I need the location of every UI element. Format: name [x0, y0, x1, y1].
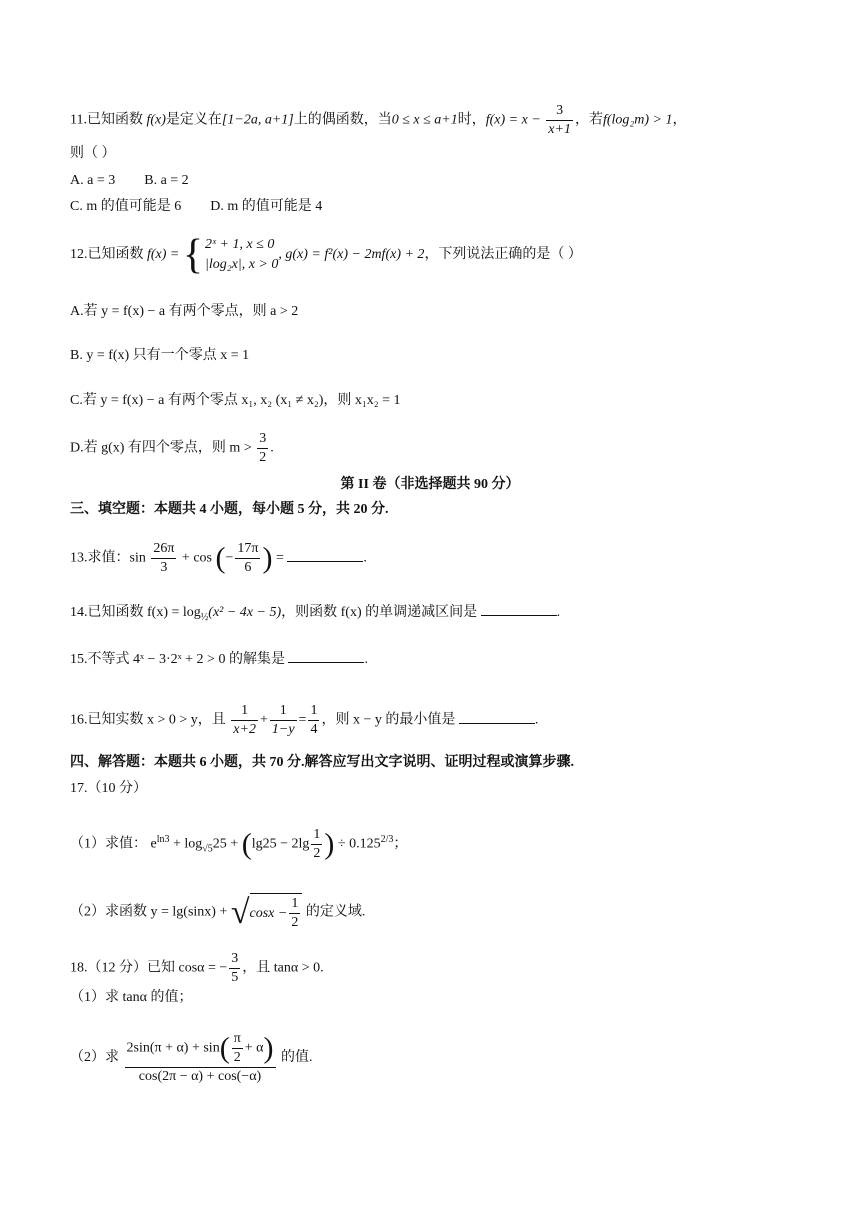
- q11-fx-label: f(x): [146, 112, 166, 128]
- q11-option-b: B. a = 2: [144, 173, 189, 188]
- q11-stem: 11.已知函数 f(x)是定义在[1−2a, a+1]上的偶函数，当0 ≤ x ≤ a+1时，f(x) = x − $\frac{3}{x+1}$ ，若f(log₂m) > 1，: [70, 103, 687, 137]
- section-2-title: 第 II 卷（非选择题共 90 分）: [340, 477, 520, 492]
- q11-number: 11.: [70, 112, 87, 128]
- q11-option-c: C. m 的值可能是 6: [70, 199, 182, 214]
- q18-header: 18.（12 分）已知 cosα = − $\frac{3}{5}$ ，且 tanα > 0.: [70, 951, 324, 985]
- q13: 13.求值：sin $\frac{26\pi}{3}$ + cos (− $\frac{17\pi}{6}$ ) = .: [70, 541, 367, 575]
- q11-then: 则（ ）: [70, 146, 116, 161]
- q11-option-d: D. m 的值可能是 4: [210, 199, 323, 214]
- q12-number: 12.: [70, 247, 88, 263]
- q17-part-1: （1）求值： $e^{ln3} + \log_{√5}25 + (\lg 25 - 2\lg$ $\frac{1}{2}$ ) ÷ $0.125^{2/3}$；: [70, 827, 408, 861]
- q12-gx: , g(x) = f²(x) − 2mf(x) + 2: [278, 247, 425, 263]
- q11-condition: 0 ≤ x ≤ a+1: [391, 112, 458, 128]
- q12-piecewise: { 2ˣ + 1, x ≤ 0 |log₂x|, x > 0: [182, 232, 279, 278]
- q15: 15.不等式 4ˣ − 3·2ˣ + 2 > 0 的解集是 .: [70, 652, 368, 667]
- q15-answer-blank[interactable]: [288, 650, 364, 663]
- part-3-heading: 三、填空题：本题共 4 小题，每小题 5 分，共 20 分.: [70, 502, 389, 517]
- q16-answer-blank[interactable]: [459, 711, 535, 724]
- q11-options-row2: [70, 197, 322, 217]
- q11-fraction: $\frac{3}{x+1}$: [548, 103, 571, 137]
- q18-part-1: （1）求 tanα 的值；: [70, 990, 193, 1005]
- q11-text-4: 时，: [457, 112, 486, 128]
- q12-option-a: A.若 y = f(x) − a 有两个零点，则 a > 2: [70, 304, 299, 319]
- q13-answer-blank[interactable]: [287, 549, 363, 562]
- q11-text-3: 上的偶函数，当: [293, 112, 392, 128]
- q12-stem: 12.已知函数 f(x) = { 2ˣ + 1, x ≤ 0 |log₂x|, x > 0 , g(x) = f²(x) − 2mf(x) + 2，下列说法正确的是（ ）: [70, 232, 582, 278]
- q17-header: 17.（10 分）: [70, 781, 147, 796]
- q11-text-2: 是定义在: [165, 112, 222, 128]
- q12-option-b: B. y = f(x) 只有一个零点 x = 1: [70, 348, 250, 363]
- q12-case-1: 2ˣ + 1, x ≤ 0: [205, 237, 275, 252]
- q11-fx-expr: f(x) = x −: [485, 112, 541, 128]
- part-4-heading: 四、解答题：本题共 6 小题，共 70 分.解答应写出文字说明、证明过程或演算步骤.: [70, 755, 574, 770]
- q11-option-a: A. a = 3: [70, 173, 116, 188]
- q11-text-5: ，若: [574, 112, 603, 128]
- q11-options-row1: [70, 171, 189, 191]
- q11-interval: [1−2a, a+1]: [221, 112, 294, 128]
- q16: 16.已知实数 x > 0 > y，且 $\frac{1}{x+2}$ + $\frac{1}{1-y}$ = $\frac{1}{4}$ ，则 x − y 的最小值是 .: [70, 703, 539, 737]
- q12-option-c: C.若 y = f(x) − a 有两个零点 x₁, x₂ (x₁ ≠ x₂)，则 x₁x₂ = 1: [70, 393, 401, 408]
- q18-part-2: （2）求 2sin(π + α) + sin( $\frac{\pi}{2}$ + α) cos(2π − α) + cos(−α) 的值.: [70, 1031, 313, 1084]
- q12-case-2: |log₂x|, x > 0: [205, 257, 279, 272]
- sqrt-symbol: √ cosx − $\frac{1}{2}$: [231, 893, 303, 932]
- q11-text: 已知函数: [86, 112, 143, 128]
- q14-answer-blank[interactable]: [481, 603, 557, 616]
- q17-part-2: （2）求函数 y = lg(sinx) + √ cosx − $\frac{1}{2}$ 的定义域.: [70, 893, 366, 931]
- q11-inequality: f(log₂m) > 1: [602, 112, 673, 128]
- q14: 14.已知函数 $f(x) = \log_{\frac{1}{2}}(x^2 - 4x - 5)$，则函数 f(x) 的单调递减区间是 .: [70, 605, 561, 623]
- q18-big-fraction: 2sin(π + α) + sin( $\frac{\pi}{2}$ + α) cos(2π − α) + cos(−α): [126, 1031, 274, 1084]
- q12-option-d: D.若 g(x) 有四个零点，则 m > $\frac{3}{2}$ .: [70, 431, 274, 465]
